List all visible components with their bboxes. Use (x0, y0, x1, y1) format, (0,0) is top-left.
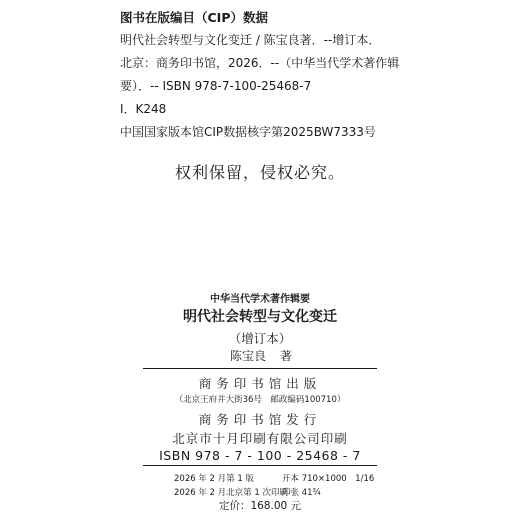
book-format: 开本 710×1000 1/16 (282, 474, 375, 484)
divider-top (143, 368, 377, 369)
publisher-line: 商务印书馆出版 (198, 376, 322, 391)
cip-data-block (120, 6, 500, 144)
cip-line-isbn: 要）．-- ISBN 978-7-100-25468-7 (120, 79, 312, 93)
publisher-address: （北京王府井大街36号 邮政编码100710） (174, 395, 346, 405)
series-name: 中华当代学术著作辑要 (210, 294, 310, 305)
first-printing-date: 2026 年 2 月北京第 1 次印刷 (174, 488, 288, 498)
isbn-line: ISBN 978 - 7 - 100 - 25468 - 7 (159, 448, 361, 463)
divider-bottom (143, 465, 377, 466)
cip-line-publisher: 北京：商务印书馆，2026．--（中华当代学术著作辑 (120, 56, 400, 70)
cip-line-title: 明代社会转型与文化变迁 / 陈宝良著．--增订本． (120, 33, 381, 47)
distributor-line: 商务印书馆发行 (198, 412, 322, 427)
price: 定价：168.00 元 (218, 500, 302, 512)
cip-line-classification: Ⅰ．K248 (120, 102, 167, 116)
author-name: 陈宝良 (230, 349, 267, 363)
printed-sheets: 印张 41¾ (282, 488, 321, 498)
edition-label: （增订本） (228, 331, 292, 346)
printer-line: 北京市十月印刷有限公司印刷 (172, 431, 348, 446)
rights-notice: 权利保留，侵权必究。 (174, 163, 345, 182)
author-role: 著 (280, 349, 293, 363)
cip-line-approval-number: 中国国家版本馆CIP数据核字第2025BW7333号 (120, 125, 376, 139)
cip-heading: 图书在版编目（CIP）数据 (120, 10, 268, 25)
author-line (230, 347, 292, 364)
first-edition-date: 2026 年 2 月第 1 版 (174, 474, 254, 484)
book-title: 明代社会转型与文化变迁 (183, 309, 337, 325)
